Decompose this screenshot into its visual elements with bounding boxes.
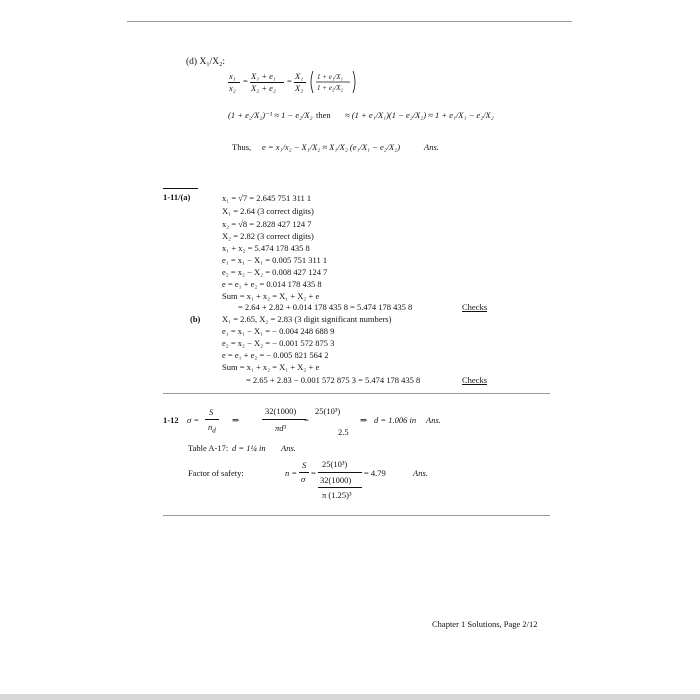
p11-a-line: e₂ = x₂ − X₂ = 0.008 427 124 7	[222, 267, 328, 277]
p12-fos-bar3	[318, 487, 362, 488]
p11-a-line: = 2.64 + 2.82 + 0.014 178 435 8 = 5.474 178 435 8	[238, 302, 413, 312]
d-den3: X₂	[295, 83, 304, 93]
p12-table-ans: Ans.	[281, 443, 296, 453]
p12-fos-s: S	[302, 460, 307, 470]
p12-table-val: d = 1¼ in	[232, 443, 266, 453]
page-footer: Chapter 1 Solutions, Page 2/12	[432, 619, 538, 629]
d-x2: x₂	[229, 83, 236, 93]
p11-label: 1-11/(a)	[163, 192, 191, 202]
d-eq1: =	[243, 76, 248, 86]
bottom-rule	[163, 515, 550, 516]
p12-n-eq: n =	[285, 468, 298, 478]
p12-den: πd³	[275, 423, 287, 433]
p12-den2: 2.5	[338, 427, 349, 437]
p12-fos-den-num: 32(1000)	[320, 475, 352, 485]
d-ans: Ans.	[424, 142, 439, 152]
d-line2-right: ≈ (1 + e₁/X₁)(1 − e₂/X₂) ≈ 1 + e₁/X₁ − e₂/X₂	[345, 110, 494, 120]
d-line2-left: (1 + e₂/X₂)⁻¹ ≈ 1 − e₂/X₂	[228, 110, 313, 120]
d-then: then	[316, 110, 331, 120]
p11-b-line: Sum = x₁ + x₂ = X₁ + X₂ + e	[222, 362, 320, 372]
rule-1-11	[163, 188, 198, 189]
p12-nd: $n_d$	[208, 422, 216, 435]
p12-fos-bar1	[299, 472, 309, 473]
p12-s: S	[209, 407, 214, 417]
d-x1: x₁	[229, 71, 236, 81]
p11-checks-b: Checks	[462, 375, 488, 385]
p12-num2: 25(10³)	[315, 406, 341, 416]
p12-label: 1-12	[163, 415, 179, 425]
d-paren-num: 1 + e₁/X₁	[317, 73, 343, 81]
d-num2: X₁ + e₁	[251, 71, 276, 81]
p11-a-line: e₁ = x₁ − X₁ = 0.005 751 311 1	[222, 255, 328, 265]
p11-a-line: x₁ + x₂ = 5.474 178 435 8	[222, 243, 310, 253]
p11-b-line: e = e₁ + e₂ = − 0.005 821 564 2	[222, 350, 329, 360]
p12-fos-den-den: π (1.25)³	[322, 490, 352, 500]
d-eq2: =	[287, 76, 292, 86]
p12-arrow2: ⇒	[360, 415, 368, 425]
p12-fos-label: Factor of safety:	[188, 468, 244, 478]
d-den2: X₂ + e₂	[251, 83, 276, 93]
viewer-bottom-bar	[0, 694, 700, 700]
p11-b-label: (b)	[190, 314, 201, 324]
p12-fos-sigma: σ	[301, 474, 306, 484]
p12-num: 32(1000)	[265, 406, 297, 416]
p12-arrow: ⇒	[232, 415, 240, 425]
p11-a-line: e = e₁ + e₂ = 0.014 178 435 8	[222, 279, 322, 289]
p12-result: d = 1.006 in	[374, 415, 417, 425]
p12-fos-eq: =	[311, 468, 316, 478]
p12-fos-num: 25(10³)	[322, 459, 348, 469]
p11-b-line: = 2.65 + 2.83 − 0.001 572 875 3 = 5.474 178 435 8	[246, 375, 421, 385]
part-d-label: (d) X₁/X₂:	[186, 57, 226, 67]
p12-fos-ans: Ans.	[413, 468, 428, 478]
d-thus: Thus,	[232, 142, 252, 152]
p12-ans: Ans.	[426, 415, 441, 425]
p11-a-line: X₂ = 2.82 (3 correct digits)	[222, 231, 314, 241]
d-num3: X₁	[295, 71, 304, 81]
p12-frac-bar1	[205, 419, 219, 420]
rule-1-12	[163, 393, 550, 394]
p11-a-line: x₁ = √7 = 2.645 751 311 1	[222, 193, 312, 203]
p12-frac-bar2	[262, 419, 306, 420]
p11-b-line: e₂ = x₂ − X₂ = − 0.001 572 875 3	[222, 338, 335, 348]
p12-table: Table A-17:	[188, 443, 229, 453]
d-paren-den: 1 + e₂/X₂	[317, 84, 343, 92]
d-thus-expr: e = x₁/x₂ − X₁/X₂ ≈ X₁/X₂ (e₁/X₁ − e₂/X₂)	[262, 142, 401, 152]
p11-checks-a: Checks	[462, 302, 488, 312]
p12-sigma: σ =	[187, 415, 200, 425]
p12-fos-bar2	[318, 472, 362, 473]
p12-nd-sub: d	[212, 426, 216, 435]
p11-b-line: e₁ = x₁ − X₁ = − 0.004 248 688 9	[222, 326, 335, 336]
p11-b-line: X₁ = 2.65, X₂ = 2.83 (3 digit significant numbers)	[222, 314, 392, 324]
top-rule	[127, 21, 572, 22]
part-d-line1	[225, 71, 365, 101]
p11-a-line: x₂ = √8 = 2.828 427 124 7	[222, 219, 312, 229]
p12-fos-val: = 4.79	[364, 468, 386, 478]
p12-eq: =	[304, 415, 309, 425]
p11-a-line: Sum = x₁ + x₂ = X₁ + X₂ + e	[222, 291, 320, 301]
p11-a-line: X₁ = 2.64 (3 correct digits)	[222, 206, 314, 216]
